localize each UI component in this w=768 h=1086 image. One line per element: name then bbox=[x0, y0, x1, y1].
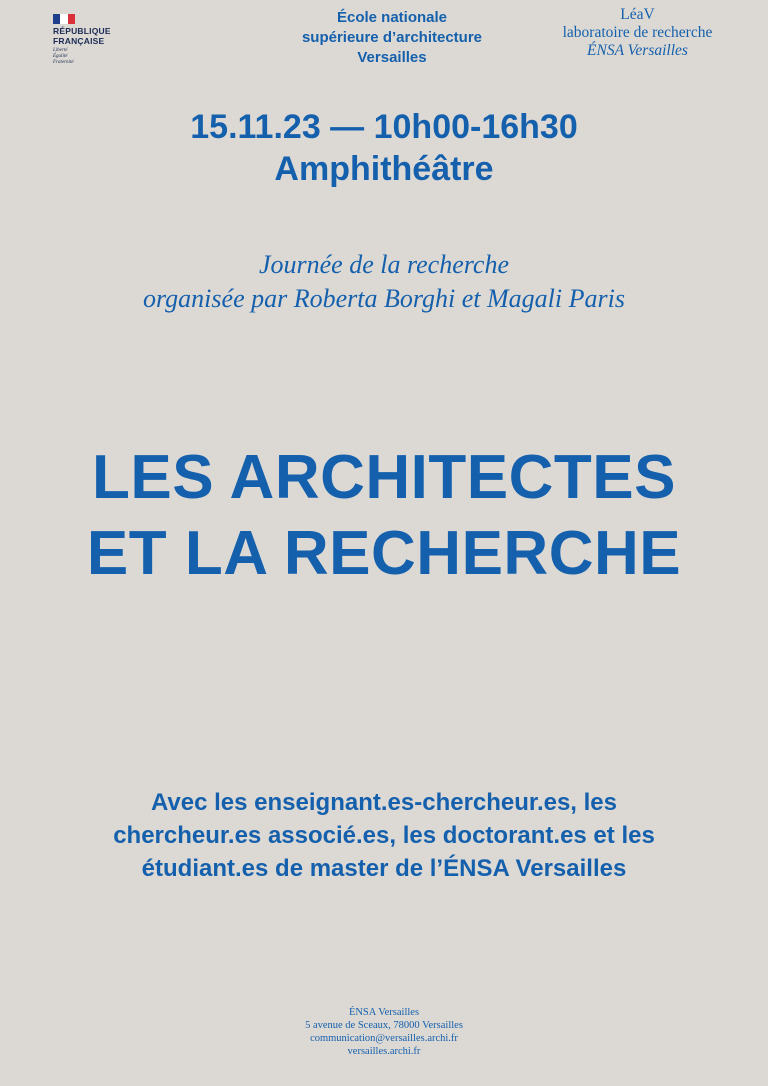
event-subtitle bbox=[0, 248, 768, 316]
french-flag-icon bbox=[53, 14, 75, 24]
footer-address: 5 avenue de Sceaux, 78000 Versailles bbox=[305, 1020, 463, 1031]
participants-text bbox=[0, 786, 768, 885]
lab-line: ÉNSA Versailles bbox=[587, 42, 688, 59]
lab-name bbox=[530, 6, 745, 60]
school-line: supérieure d’architecture bbox=[301, 29, 483, 46]
school-line: Versailles bbox=[357, 49, 427, 66]
footer-contact bbox=[0, 1006, 768, 1058]
participants-line: chercheur.es associé.es, les doctorant.es et les bbox=[113, 822, 655, 849]
footer-name: ÉNSA Versailles bbox=[348, 1007, 420, 1018]
school-name bbox=[280, 8, 504, 68]
subtitle-line: Journée de la recherche bbox=[258, 250, 509, 279]
subtitle-line: organisée par Roberta Borghi et Magali Paris bbox=[143, 284, 625, 313]
event-info bbox=[0, 106, 768, 190]
logo-line: FRANÇAISE bbox=[53, 36, 105, 46]
title-line: ET LA RECHERCHE bbox=[86, 519, 682, 588]
logo-line: RÉPUBLIQUE bbox=[53, 26, 111, 36]
logo-motto: Fraternité bbox=[53, 60, 74, 65]
republique-francaise-logo bbox=[53, 14, 123, 66]
poster-title bbox=[0, 440, 768, 592]
event-datetime: 15.11.23 — 10h00-16h30 bbox=[190, 108, 578, 146]
school-line: École nationale bbox=[336, 9, 448, 26]
participants-line: Avec les enseignant.es-chercheur.es, les bbox=[150, 789, 618, 816]
event-venue: Amphithéâtre bbox=[274, 150, 494, 188]
title-line: LES ARCHITECTES bbox=[92, 443, 676, 512]
logo-motto: Égalité bbox=[53, 54, 68, 59]
footer-email: communication@versailles.archi.fr bbox=[310, 1033, 458, 1044]
participants-line: étudiant.es de master de l’ÉNSA Versailles bbox=[141, 855, 627, 882]
footer-website: versailles.archi.fr bbox=[347, 1046, 421, 1057]
logo-motto: Liberté bbox=[53, 48, 68, 53]
lab-line: laboratoire de recherche bbox=[562, 24, 713, 41]
lab-line: LéaV bbox=[620, 6, 655, 23]
